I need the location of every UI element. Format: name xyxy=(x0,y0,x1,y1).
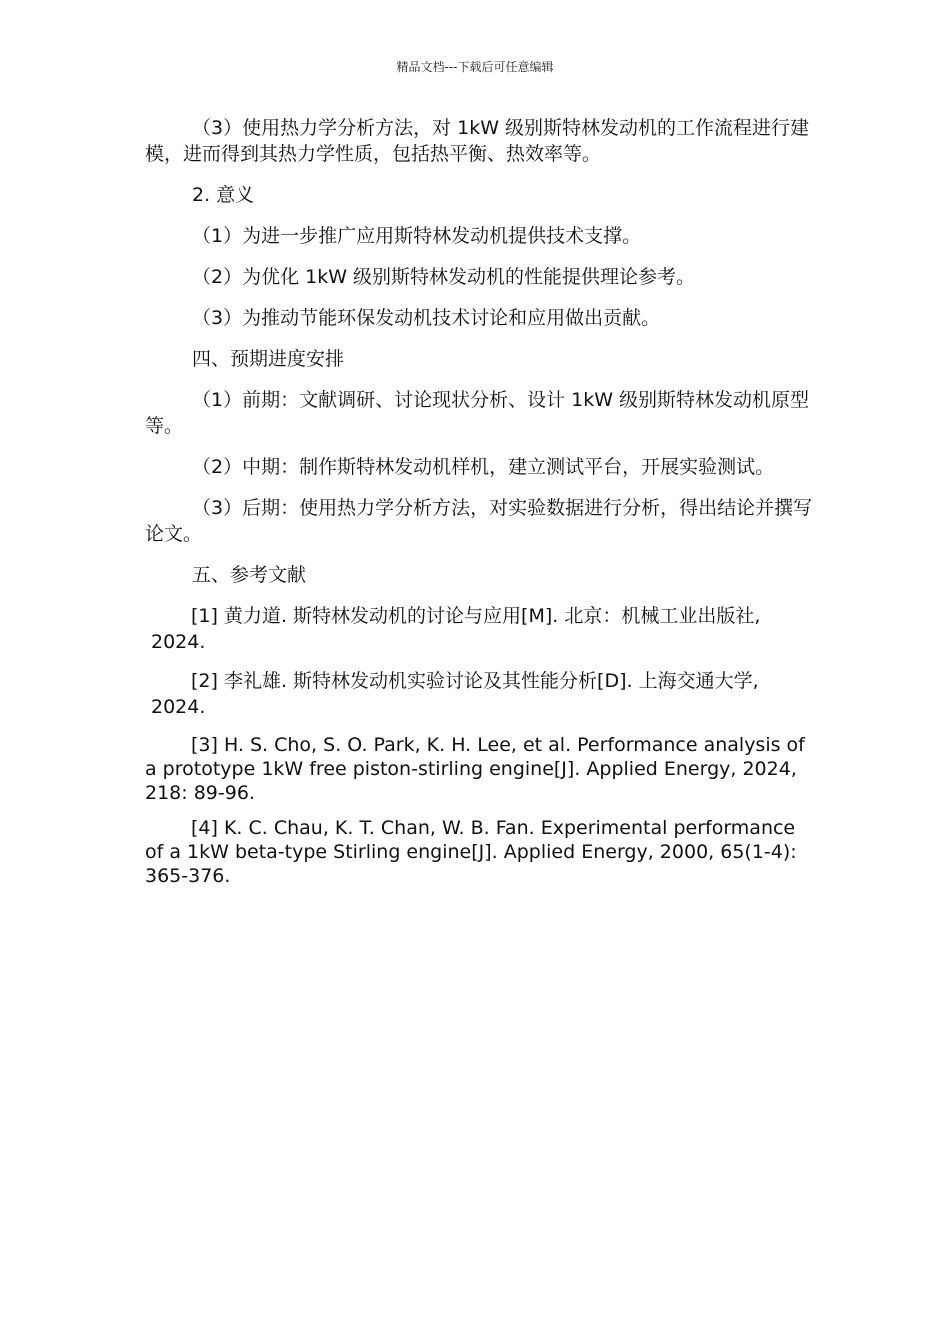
section-heading-schedule: 四、预期进度安排 xyxy=(192,348,345,370)
paragraph-schedule-middle: （2）中期：制作斯特林发动机样机，建立测试平台，开展实验测试。 xyxy=(192,456,775,478)
paragraph-schedule-late: （3）后期：使用热力学分析方法，对实验数据进行分析，得出结论并撰写论文。 xyxy=(145,497,813,545)
reference-item xyxy=(145,668,817,720)
paragraph-significance-3: （3）为推动节能环保发动机技术讨论和应用做出贡献。 xyxy=(192,307,661,329)
paragraph-research-method-3: （3）使用热力学分析方法，对 1kW 级别斯特林发动机的工作流程进行建模，进而得到其热力学性质，包括热平衡、热效率等。 xyxy=(145,117,810,165)
reference-item xyxy=(145,603,817,655)
paragraph-schedule-early: （1）前期：文献调研、讨论现状分析、设计 1kW 级别斯特林发动机原型等。 xyxy=(145,389,810,437)
page-header: 精品文档---下载后可任意编辑 xyxy=(396,60,554,74)
reference-line: [1] 黄力道. 斯特林发动机的讨论与应用[M]. 北京：机械工业出版社, xyxy=(191,605,761,627)
reference-line: 2024. xyxy=(151,631,206,653)
reference-line: [2] 李礼雄. 斯特林发动机实验讨论及其性能分析[D]. 上海交通大学, xyxy=(191,670,759,692)
paragraph-significance-2: （2）为优化 1kW 级别斯特林发动机的性能提供理论参考。 xyxy=(192,266,696,288)
reference-item: [4] K. C. Chau, K. T. Chan, W. B. Fan. Experimental performance of a 1kW beta-type Stirling engine[J]. Applied Energy, 2000, 65(1-4): 365-376. xyxy=(145,817,797,887)
section-heading-significance: 2. 意义 xyxy=(192,184,255,206)
paragraph-significance-1: （1）为进一步推广应用斯特林发动机提供技术支撑。 xyxy=(192,225,642,247)
section-heading-references: 五、参考文献 xyxy=(192,564,307,586)
reference-item: [3] H. S. Cho, S. O. Park, K. H. Lee, et al. Performance analysis of a prototype 1kW free piston-stirling engine[J]. Applied Energy, 2024, 218: 89-96. xyxy=(145,734,805,804)
reference-line: 2024. xyxy=(151,696,206,718)
document-body xyxy=(145,115,817,899)
